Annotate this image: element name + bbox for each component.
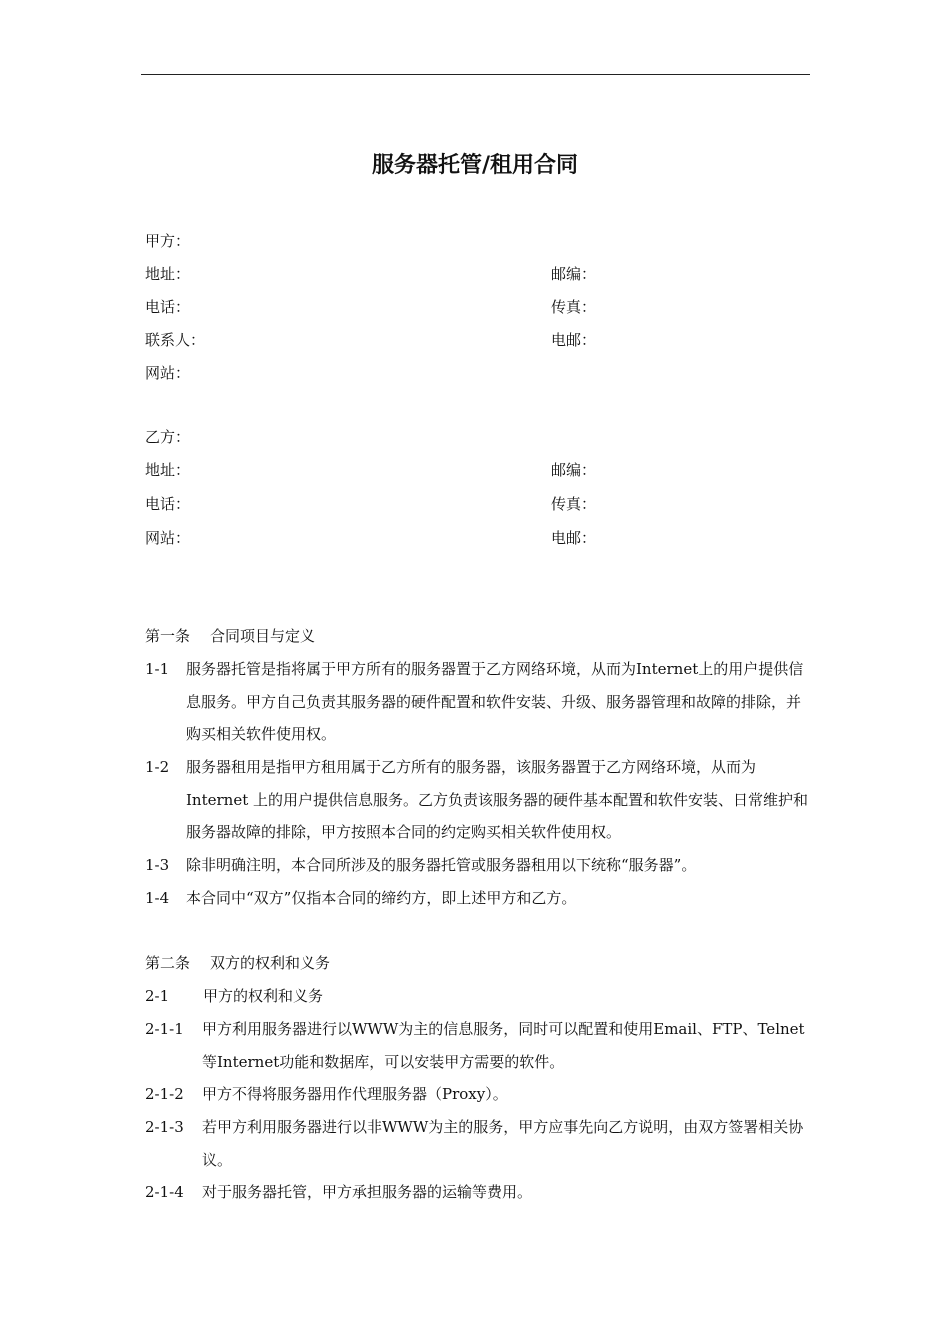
clause-2-1-3-number: 2-1-3 [145,1118,184,1136]
clause-2-1-4-number: 2-1-4 [145,1183,184,1201]
article-2-heading [145,953,330,973]
header-rule [141,74,810,75]
party-a-name-label: 甲方： [145,232,191,250]
party-b-website-label: 网站： [145,529,191,547]
clause-2-1-1-text: 甲方利用服务器进行以WWW为主的信息服务，同时可以配置和使用Email、FTP、Telnet等Internet功能和数据库，可以安装甲方需要的软件。 [202,1020,805,1071]
article-1-number: 第一条 [145,627,191,645]
clause-1-3-text: 除非明确注明，本合同所涉及的服务器托管或服务器租用以下统称“服务器”。 [186,856,697,874]
party-a-contact-label: 联系人： [145,331,206,349]
clause-2-1-2-number: 2-1-2 [145,1085,184,1103]
clause-2-1-3-text: 若甲方利用服务器进行以非WWW为主的服务，甲方应事先向乙方说明，由双方签署相关协议。 [202,1118,804,1169]
party-b-postcode-label: 邮编： [551,461,597,479]
party-a-email-label: 电邮： [551,331,597,349]
clause-1-2-number: 1-2 [145,758,170,776]
clause-1-4-number: 1-4 [145,889,170,907]
party-a-postcode-label: 邮编： [551,265,597,283]
clause-2-1-4-text: 对于服务器托管，甲方承担服务器的运输等费用。 [202,1183,533,1201]
section-2-1-number: 2-1 [145,987,170,1005]
party-b-email-label: 电邮： [551,529,597,547]
clause-2-1-1-number: 2-1-1 [145,1020,184,1038]
party-b-fax-label: 传真： [551,495,597,513]
article-1-title: 合同项目与定义 [210,627,316,645]
clause-1-1-text: 服务器托管是指将属于甲方所有的服务器置于乙方网络环境，从而为Internet上的用户提供信息服务。甲方自己负责其服务器的硬件配置和软件安装、升级、服务器管理和故障的排除，并购买相关软件使用权。 [186,660,804,743]
party-b-phone-label: 电话： [145,495,191,513]
article-2-title: 双方的权利和义务 [210,954,331,972]
clause-1-3-number: 1-3 [145,856,170,874]
party-a-address-label: 地址： [145,265,191,283]
party-a-fax-label: 传真： [551,298,597,316]
document-title: 服务器托管/租用合同 [371,153,579,178]
clause-1-1-number: 1-1 [145,660,170,678]
article-2-number: 第二条 [145,954,191,972]
clause-1-4-text: 本合同中“双方”仅指本合同的缔约方，即上述甲方和乙方。 [186,889,577,907]
party-a-phone-label: 电话： [145,298,191,316]
clause-2-1-2-text: 甲方不得将服务器用作代理服务器（Proxy）。 [202,1085,508,1103]
party-a-website-label: 网站： [145,364,191,382]
party-b-address-label: 地址： [145,461,191,479]
clause-1-2-text: 服务器租用是指甲方租用属于乙方所有的服务器，该服务器置于乙方网络环境，从而为Internet 上的用户提供信息服务。乙方负责该服务器的硬件基本配置和软件安装、日常维护和服务器故障的排除，甲方按照本合同的约定购买相关软件使用权。 [186,758,808,841]
section-2-1-title: 甲方的权利和义务 [203,987,324,1005]
article-1-heading [145,626,315,646]
party-b-name-label: 乙方： [145,428,191,446]
